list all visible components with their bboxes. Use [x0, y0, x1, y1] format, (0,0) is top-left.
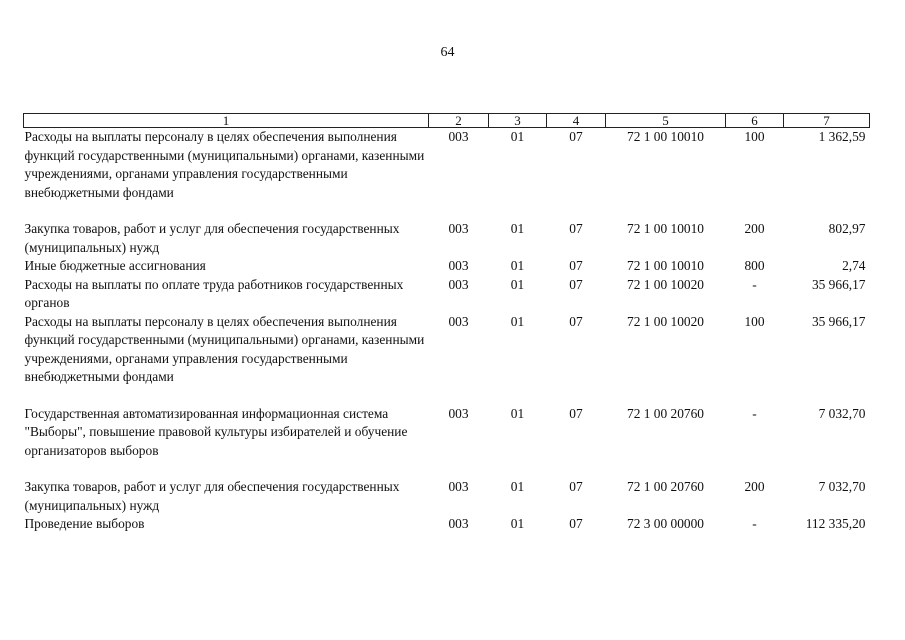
row-ministry-code: 003	[448, 129, 469, 144]
row-amount: 1 362,59	[818, 129, 866, 144]
row-target-article: 72 1 00 10010	[627, 129, 704, 144]
table-row	[24, 313, 870, 405]
row-ministry-code: 003	[448, 258, 469, 273]
table-row	[24, 257, 870, 276]
row-target-article: 72 1 00 20760	[627, 479, 704, 494]
row-subsection-code: 07	[569, 479, 583, 494]
row-expense-type: 200	[744, 479, 765, 494]
row-subsection-code: 07	[569, 313, 583, 329]
row-target-article: 72 1 00 10010	[627, 221, 704, 236]
row-subsection-code: 07	[569, 129, 583, 144]
row-description: Закупка товаров, работ и услуг для обеспечения государственных (муниципальных) нужд	[24, 479, 400, 513]
row-section-code: 01	[510, 258, 525, 273]
row-amount: 7 032,70	[818, 479, 866, 494]
row-amount: 7 032,70	[818, 405, 866, 421]
table-row	[24, 128, 870, 221]
row-expense-type: -	[752, 405, 757, 421]
page-number: 64	[440, 45, 455, 60]
row-target-article: 72 1 00 10020	[627, 276, 704, 292]
table-row	[24, 220, 870, 257]
row-ministry-code: 003	[448, 313, 469, 329]
row-section-code: 01	[510, 479, 525, 494]
row-expense-type: -	[752, 516, 757, 531]
header-col-4: 4	[547, 114, 606, 128]
table-row	[24, 478, 870, 515]
header-col-6: 6	[726, 114, 784, 128]
row-expense-type: 100	[744, 313, 765, 329]
row-description: Иные бюджетные ассигнования	[24, 258, 206, 273]
row-expense-type: 100	[744, 129, 765, 144]
budget-table	[23, 113, 870, 534]
table-row	[24, 405, 870, 479]
row-section-code: 01	[510, 129, 525, 144]
row-subsection-code: 07	[569, 221, 583, 236]
row-section-code: 01	[510, 516, 525, 531]
row-amount: 35 966,17	[811, 276, 866, 292]
row-subsection-code: 07	[569, 405, 583, 421]
row-description: Закупка товаров, работ и услуг для обеспечения государственных (муниципальных) нужд	[24, 221, 400, 255]
row-ministry-code: 003	[448, 276, 469, 292]
row-ministry-code: 003	[448, 516, 469, 531]
row-description: Проведение выборов	[24, 516, 145, 531]
row-expense-type: 800	[744, 258, 765, 273]
table-header	[24, 114, 870, 128]
row-expense-type: 200	[744, 221, 765, 236]
table-body	[24, 128, 870, 534]
row-amount: 802,97	[828, 221, 866, 236]
row-section-code: 01	[510, 405, 525, 421]
header-row	[24, 114, 870, 128]
row-target-article: 72 3 00 00000	[627, 516, 704, 531]
row-subsection-code: 07	[569, 276, 583, 292]
row-expense-type: -	[752, 276, 757, 292]
row-target-article: 72 1 00 20760	[627, 405, 704, 421]
row-ministry-code: 003	[448, 405, 469, 421]
row-description: Расходы на выплаты персоналу в целях обеспечения выполнения функций государственными (муниципальными) органами, казенными учреждениями, органами управления государственными внебюджетными фондами	[24, 129, 425, 200]
row-amount: 112 335,20	[805, 516, 866, 531]
row-subsection-code: 07	[569, 258, 583, 273]
header-col-3: 3	[489, 114, 547, 128]
row-section-code: 01	[510, 276, 525, 292]
row-target-article: 72 1 00 10010	[627, 258, 704, 273]
header-col-2: 2	[429, 114, 489, 128]
row-amount: 35 966,17	[811, 313, 866, 329]
row-description: Расходы на выплаты персоналу в целях обеспечения выполнения функций государственными (муниципальными) органами, казенными учреждениями, органами управления государственными внебюджетными фондами	[24, 313, 425, 384]
row-section-code: 01	[510, 221, 525, 236]
row-target-article: 72 1 00 10020	[627, 313, 704, 329]
header-col-5: 5	[606, 114, 726, 128]
table-row	[24, 276, 870, 313]
row-description: Государственная автоматизированная информационная система "Выборы", повышение правовой культуры избирателей и обучение организаторов выборов	[24, 405, 408, 458]
header-col-1: 1	[24, 114, 429, 128]
row-ministry-code: 003	[448, 479, 469, 494]
table-row	[24, 515, 870, 534]
row-amount: 2,74	[842, 258, 866, 273]
row-ministry-code: 003	[448, 221, 469, 236]
row-section-code: 01	[510, 313, 525, 329]
header-col-7: 7	[784, 114, 870, 128]
row-subsection-code: 07	[569, 516, 583, 531]
row-description: Расходы на выплаты по оплате труда работников государственных органов	[24, 276, 404, 310]
